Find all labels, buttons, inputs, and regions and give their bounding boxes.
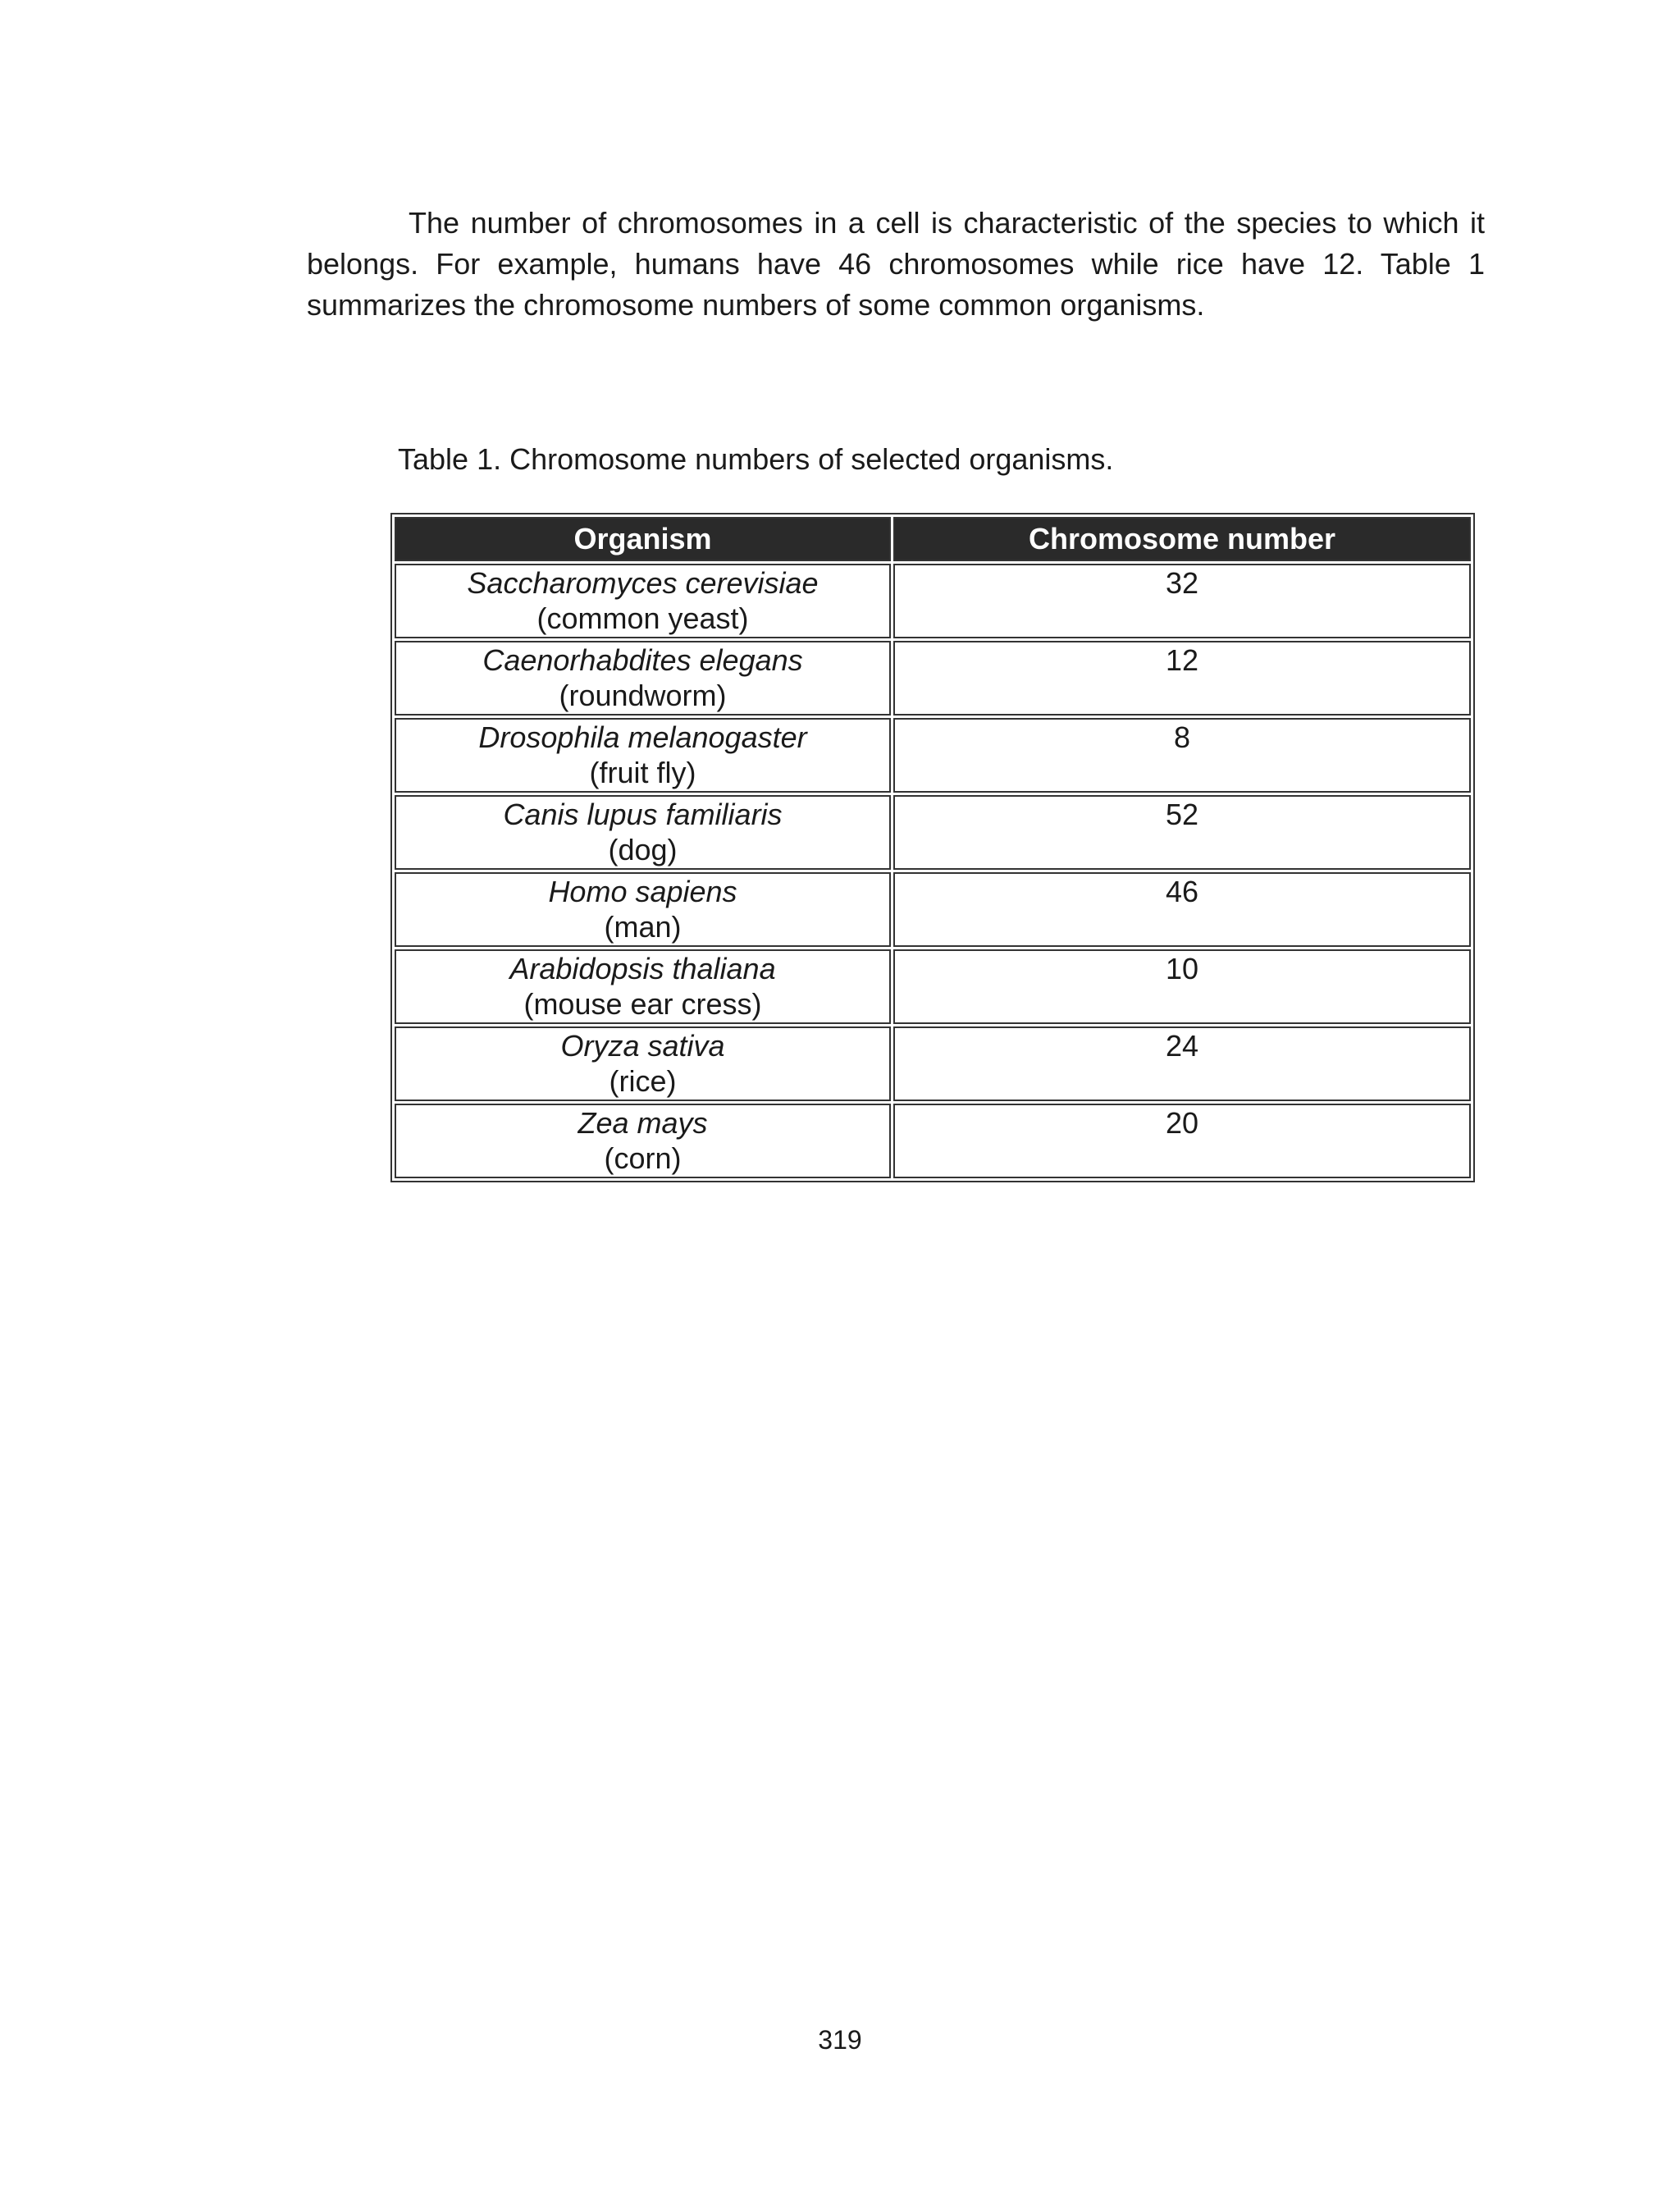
chromosome-table — [390, 513, 1475, 1182]
scientific-name: Zea mays — [578, 1106, 708, 1140]
table-row — [395, 872, 1471, 947]
page-number: 319 — [818, 2025, 862, 2055]
organism-cell — [395, 718, 891, 793]
table-row — [395, 795, 1471, 870]
table-row — [395, 641, 1471, 716]
organism-cell — [395, 1026, 891, 1101]
chromosome-number-cell: 24 — [893, 1026, 1471, 1101]
intro-paragraph-text: The number of chromosomes in a cell is characteristic of the species to which it belongs. For example, humans have 46 chromosomes while rice have 12. Table 1 summarizes the chromosome numbers of some common organisms. — [307, 206, 1485, 322]
table-caption: Table 1. Chromosome numbers of selected organisms. — [398, 442, 1114, 476]
scientific-name: Caenorhabdites elegans — [482, 643, 803, 677]
organism-cell — [395, 1104, 891, 1178]
table-row — [395, 1026, 1471, 1101]
chromosome-number-cell: 8 — [893, 718, 1471, 793]
header-organism: Organism — [395, 517, 891, 561]
common-name: (roundworm) — [559, 679, 727, 712]
scientific-name: Canis lupus familiaris — [503, 798, 783, 831]
scientific-name: Saccharomyces cerevisiae — [467, 566, 819, 600]
chromosome-number-cell: 32 — [893, 564, 1471, 638]
scientific-name: Arabidopsis thaliana — [509, 952, 776, 985]
organism-cell — [395, 564, 891, 638]
scientific-name: Drosophila melanogaster — [478, 720, 807, 754]
common-name: (corn) — [604, 1141, 682, 1175]
organism-cell — [395, 795, 891, 870]
chromosome-number-cell: 12 — [893, 641, 1471, 716]
common-name: (rice) — [609, 1064, 677, 1098]
table-row — [395, 1104, 1471, 1178]
scientific-name: Oryza sativa — [560, 1029, 725, 1063]
table-row — [395, 564, 1471, 638]
table-row — [395, 949, 1471, 1024]
common-name: (mouse ear cress) — [523, 987, 762, 1021]
common-name: (common yeast) — [536, 601, 749, 635]
common-name: (dog) — [608, 833, 678, 866]
organism-cell — [395, 641, 891, 716]
intro-paragraph — [307, 203, 1485, 326]
organism-cell — [395, 949, 891, 1024]
common-name: (fruit fly) — [589, 756, 696, 789]
chromosome-number-cell: 20 — [893, 1104, 1471, 1178]
organism-cell — [395, 872, 891, 947]
common-name: (man) — [604, 910, 682, 944]
header-chromosome-number: Chromosome number — [893, 517, 1471, 561]
scientific-name: Homo sapiens — [548, 875, 737, 908]
table-row — [395, 718, 1471, 793]
chromosome-number-cell: 10 — [893, 949, 1471, 1024]
chromosome-number-cell: 52 — [893, 795, 1471, 870]
table-container — [390, 513, 1475, 1182]
table-header-row — [395, 517, 1471, 561]
chromosome-number-cell: 46 — [893, 872, 1471, 947]
